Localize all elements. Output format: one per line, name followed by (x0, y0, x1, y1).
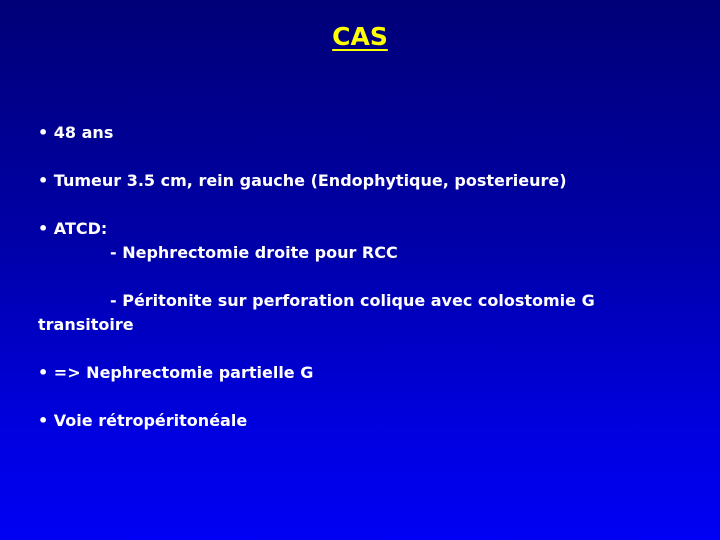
atcd-item-peritonitis: - Péritonite sur perforation colique avec colostomie G (110, 291, 595, 310)
spacer (38, 337, 688, 361)
spacer (38, 145, 688, 169)
bullet-approach: • Voie rétropéritonéale (38, 411, 248, 430)
spacer (38, 385, 688, 409)
bullet-atcd: • ATCD: (38, 219, 108, 238)
slide-title: CAS (332, 22, 388, 51)
bullet-procedure: • => Nephrectomie partielle G (38, 363, 314, 382)
spacer (38, 193, 688, 217)
bullet-tumor: • Tumeur 3.5 cm, rein gauche (Endophytique, posterieure) (38, 171, 567, 190)
atcd-item-nephrectomy: - Nephrectomie droite pour RCC (110, 243, 398, 262)
atcd-item-peritonitis-continued: transitoire (38, 315, 134, 334)
spacer (38, 265, 688, 289)
slide-content (38, 121, 688, 433)
bullet-age: • 48 ans (38, 123, 114, 142)
